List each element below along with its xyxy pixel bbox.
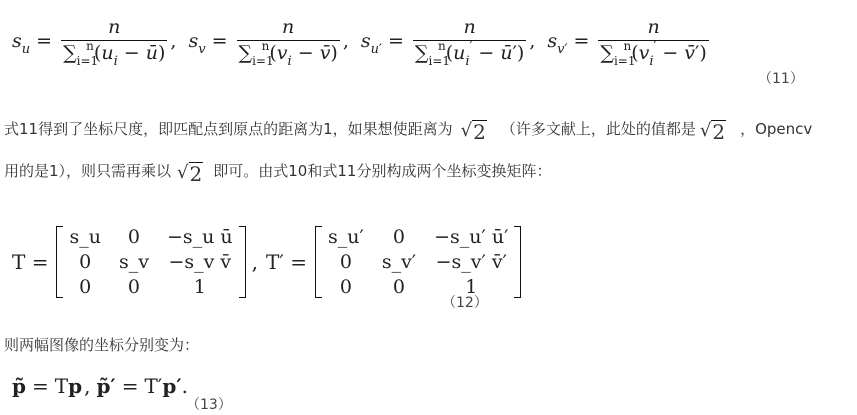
paragraph-text: （许多文献上，此处的值都是 [500, 120, 696, 138]
matrix-T-label: T = [12, 250, 49, 275]
right-bracket [514, 226, 521, 298]
p-tilde: p̃ [12, 374, 26, 398]
sqrt-radicand: 2 [189, 162, 203, 186]
matrix-Tprime-label: T′ = [266, 250, 307, 275]
matrix-cell: 0 [392, 226, 406, 248]
matrix-cell: 1 [193, 275, 206, 298]
scale-symbol: $s_{u'}$ [360, 29, 382, 57]
equals-sign: = [36, 29, 53, 52]
equals-sign: = [211, 29, 228, 52]
numerator: n [463, 16, 476, 38]
p-tilde-prime: p̃′ [96, 374, 116, 398]
matrix-cell: 0 [127, 226, 140, 248]
matrix-cell: 0 [339, 275, 352, 298]
matrix-cell: s_v [118, 250, 149, 273]
matrix-cell: −s_u ū [166, 226, 233, 248]
fraction [413, 16, 526, 69]
scale-term [12, 16, 177, 69]
p-prime-vector: p′ [162, 374, 182, 398]
paragraph-line-2 [4, 160, 551, 185]
scale-symbol: $s_{v'}$ [547, 29, 568, 57]
scale-symbol: $s_u$ [12, 29, 31, 57]
matrix-cell: −s_v v̄ [168, 250, 232, 273]
left-bracket [56, 226, 63, 298]
matrix-cell: s_u′ [328, 226, 364, 248]
fraction [598, 16, 708, 69]
equation-12-number: （12） [442, 295, 488, 311]
matrix-cell: 1 [465, 275, 478, 298]
denominator: $\sum_{i=1}^n(u_i$ − ū) [63, 38, 166, 69]
equation-11-number: （11） [758, 71, 804, 87]
matrix-cell: 0 [392, 275, 406, 298]
equation-13-number: （13） [186, 397, 232, 413]
equation-13 [12, 374, 188, 398]
equation-11 [12, 16, 712, 69]
denominator: $\sum_{i=1}^n(v_i'$ − v̄′) [600, 38, 707, 69]
numerator: n [108, 16, 121, 38]
equals-sign: = [31, 374, 49, 398]
separator: , [529, 29, 536, 52]
matrix-Tprime [315, 226, 521, 298]
matrix-cell: −s_u′ ū′ [434, 226, 509, 248]
numerator: n [647, 16, 660, 38]
equals-sign: = [387, 29, 404, 52]
matrix-cell: −s_v′ v̄′ [435, 250, 507, 273]
separator: , [251, 250, 258, 275]
scale-symbol: $s_v$ [188, 29, 206, 57]
scale-term [360, 16, 536, 69]
equals-sign: = [121, 374, 139, 398]
fraction [237, 16, 340, 69]
separator: , [342, 29, 349, 52]
paragraph-text: ，Opencv [740, 120, 813, 138]
matrix-cell: s_u [69, 226, 101, 248]
denominator: $\sum_{i=1}^n(v_i$ − v̄) [238, 38, 338, 69]
paragraph-line-1 [4, 118, 812, 143]
T-prime-symbol: T′ [144, 374, 163, 398]
matrix-cell: s_v′ [381, 250, 417, 273]
p-vector: p [68, 374, 83, 398]
paragraph-text: 即可。由式10和式11分别构成两个坐标变换矩阵： [213, 162, 552, 180]
sqrt-two-3 [177, 162, 203, 185]
paragraph-line-3: 则两幅图像的坐标分别变为： [4, 336, 200, 354]
period: . [181, 374, 188, 398]
matrix-cell: 0 [339, 250, 352, 273]
sqrt-radicand: 2 [473, 120, 486, 144]
numerator: n [282, 16, 295, 38]
sqrt-two-1 [461, 120, 487, 143]
matrix-T-cells [63, 226, 238, 298]
matrix-cell: 0 [127, 275, 140, 298]
equals-sign: = [573, 29, 590, 52]
left-bracket [315, 226, 322, 298]
equation-12 [12, 226, 525, 298]
matrix-cell: 0 [79, 250, 92, 273]
separator: , [170, 29, 177, 52]
T-symbol: T [54, 374, 69, 398]
right-bracket [239, 226, 246, 298]
matrix-T [56, 226, 245, 298]
denominator: $\sum_{i=1}^n(u_i'$ − ū′) [414, 38, 525, 69]
fraction [61, 16, 167, 69]
scale-term [188, 16, 349, 69]
sqrt-symbol: √ [460, 120, 473, 141]
scale-term [547, 16, 711, 69]
matrix-Tprime-cells [322, 226, 514, 298]
sqrt-radicand: 2 [712, 120, 726, 144]
sqrt-symbol: √ [699, 120, 712, 141]
sqrt-symbol: √ [177, 162, 189, 183]
matrix-cell: 0 [79, 275, 92, 298]
paragraph-text: 式11得到了坐标尺度，即匹配点到原点的距离为1，如果想使距离为 [4, 120, 453, 138]
paragraph-text: 用的是1），则只需再乘以 [4, 162, 172, 180]
sqrt-two-2 [700, 120, 726, 143]
separator: , [84, 374, 91, 398]
